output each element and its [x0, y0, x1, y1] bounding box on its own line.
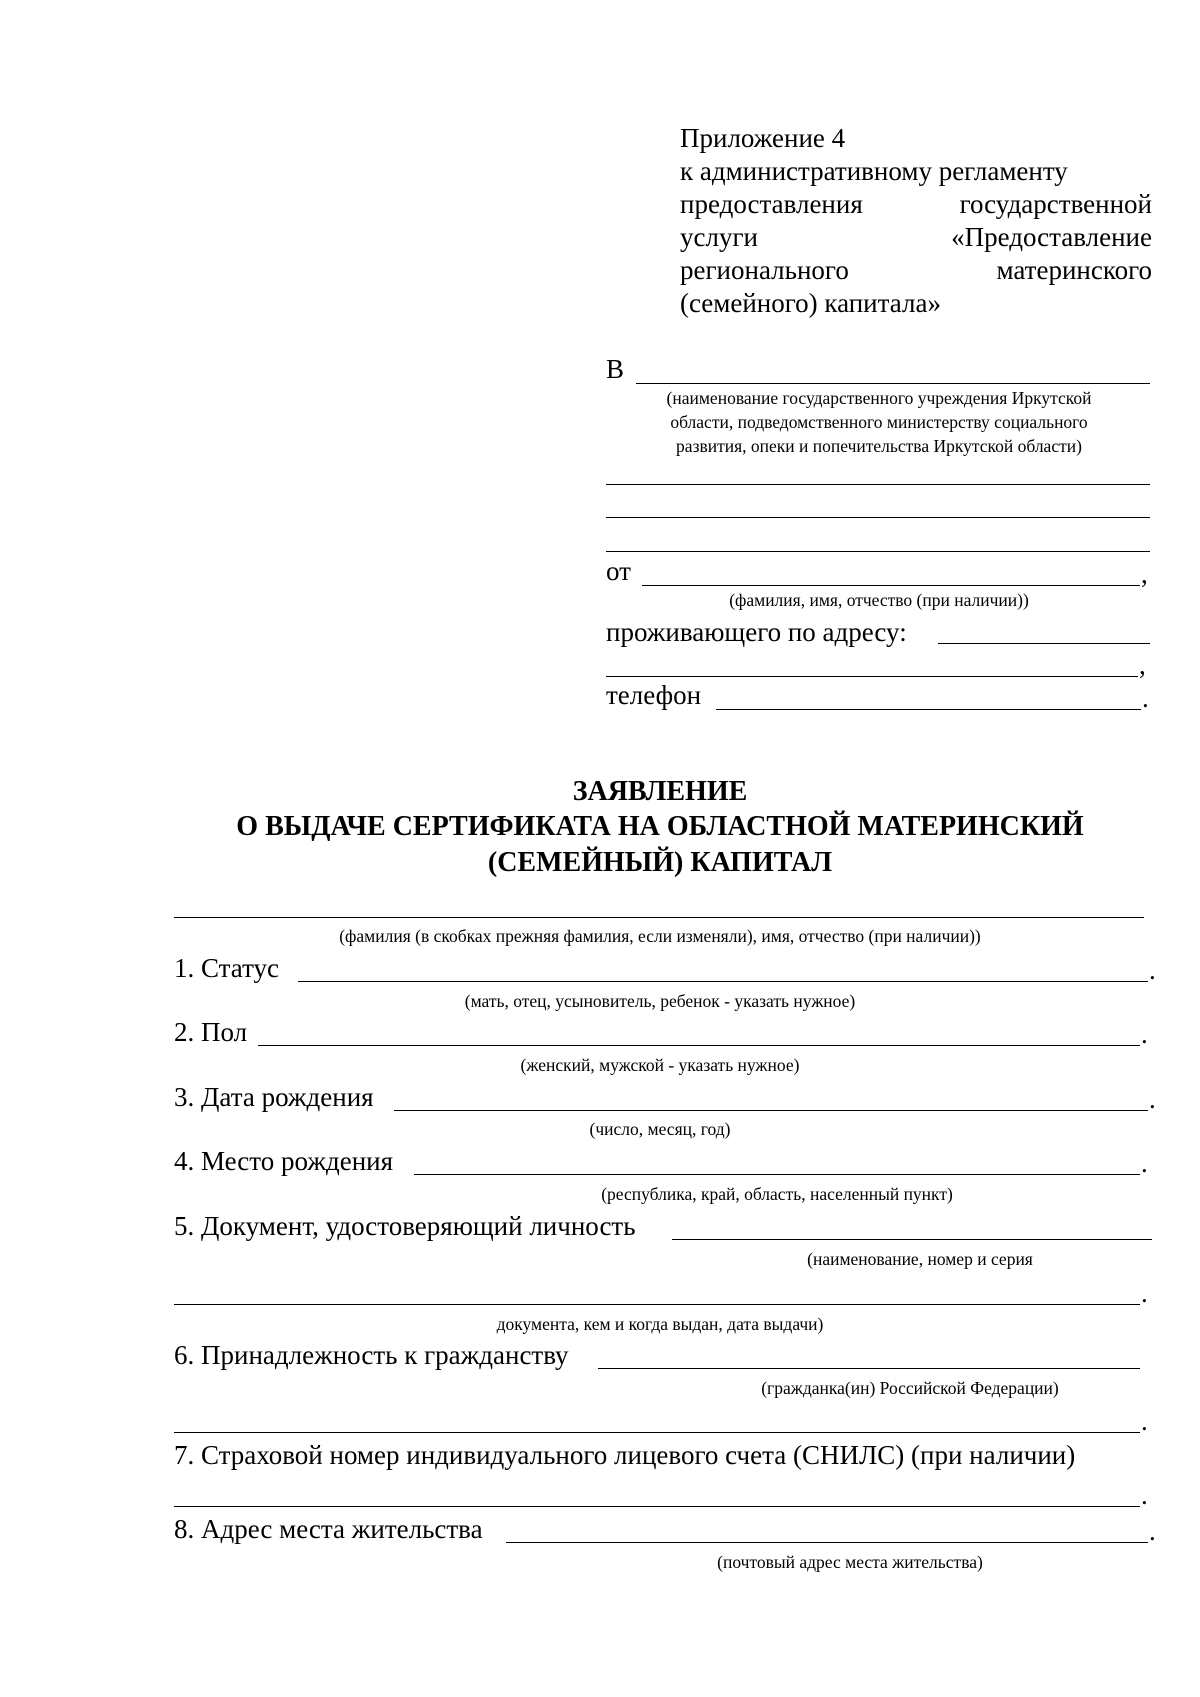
f6-hint: (гражданка(ин) Российской Федерации)	[761, 1378, 1059, 1398]
f6-period: .	[1141, 1406, 1148, 1436]
f6-label: 6. Принадлежность к гражданству	[174, 1340, 569, 1370]
f7-label: 7. Страховой номер индивидуального лицевого счета (СНИЛС) (при наличии)	[174, 1440, 1076, 1470]
f6-field-line-2[interactable]	[174, 1432, 1140, 1433]
phone-field[interactable]	[716, 709, 1141, 710]
f7-period: .	[1141, 1480, 1148, 1510]
f2-field[interactable]	[258, 1045, 1140, 1046]
f1-period: .	[1149, 955, 1156, 985]
title-line-2: О ВЫДАЧЕ СЕРТИФИКАТА НА ОБЛАСТНОЙ МАТЕРИНСКИЙ	[236, 811, 1084, 842]
f1-label: 1. Статус	[174, 953, 279, 983]
f5-label: 5. Документ, удостоверяющий личность	[174, 1211, 636, 1241]
f2-period: .	[1141, 1019, 1148, 1049]
f5-hint-1: (наименование, номер и серия	[807, 1249, 1033, 1269]
f8-hint: (почтовый адрес места жительства)	[717, 1552, 983, 1572]
annex-block	[680, 122, 1152, 320]
annex-line-3b: государственной	[959, 189, 1152, 219]
f2-label: 2. Пол	[174, 1017, 248, 1047]
to-hint-1: (наименование государственного учреждения Иркутской	[666, 388, 1092, 408]
f5-period: .	[1141, 1278, 1148, 1308]
to-field-line-4[interactable]	[606, 551, 1150, 552]
to-hint-2: области, подведомственного министерству социального	[670, 412, 1088, 432]
f1-hint: (мать, отец, усыновитель, ребенок - указать нужное)	[464, 991, 856, 1011]
annex-line-5a: регионального	[680, 255, 849, 285]
f3-hint: (число, месяц, год)	[589, 1119, 731, 1139]
annex-line-4a: услуги	[680, 222, 758, 252]
name-field[interactable]	[174, 917, 1144, 918]
address-comma: ,	[1139, 650, 1146, 680]
to-label: В	[606, 354, 625, 384]
title-line-1: ЗАЯВЛЕНИЕ	[572, 776, 748, 807]
f7-field[interactable]	[174, 1506, 1140, 1507]
f3-label: 3. Дата рождения	[174, 1082, 374, 1112]
to-hint-3: развития, опеки и попечительства Иркутской области)	[676, 436, 1082, 456]
annex-line-3	[680, 188, 1152, 221]
address-field[interactable]	[938, 643, 1150, 644]
from-label: от	[606, 556, 631, 586]
address-field-line-2[interactable]	[606, 676, 1138, 677]
f3-field[interactable]	[394, 1110, 1148, 1111]
from-hint: (фамилия, имя, отчество (при наличии))	[729, 590, 1029, 610]
to-field[interactable]	[636, 383, 1150, 384]
f5-field-line-2[interactable]	[174, 1304, 1140, 1305]
annex-line-6: (семейного) капитала»	[680, 288, 941, 318]
f4-field[interactable]	[414, 1174, 1140, 1175]
to-field-line-3[interactable]	[606, 517, 1150, 518]
to-field-line-2[interactable]	[606, 484, 1150, 485]
title-line-3: (СЕМЕЙНЫЙ) КАПИТАЛ	[487, 847, 833, 878]
f3-period: .	[1149, 1084, 1156, 1114]
phone-period: .	[1142, 683, 1149, 713]
f8-period: .	[1149, 1516, 1156, 1546]
f8-field[interactable]	[506, 1542, 1148, 1543]
phone-label: телефон	[606, 680, 702, 710]
f1-field[interactable]	[298, 981, 1148, 982]
f8-label: 8. Адрес места жительства	[174, 1514, 483, 1544]
from-comma: ,	[1141, 559, 1148, 589]
annex-line-2: к административному регламенту	[680, 156, 1068, 186]
f4-label: 4. Место рождения	[174, 1146, 394, 1176]
annex-line-3a: предоставления	[680, 189, 863, 219]
annex-line-5	[680, 254, 1152, 287]
f4-period: .	[1141, 1148, 1148, 1178]
f5-hint-2: документа, кем и когда выдан, дата выдачи)	[496, 1314, 824, 1334]
f2-hint: (женский, мужской - указать нужное)	[520, 1055, 800, 1075]
annex-line-4b: «Предоставление	[951, 222, 1152, 252]
annex-line-5b: материнского	[996, 255, 1152, 285]
address-label: проживающего по адресу:	[606, 617, 907, 647]
name-hint: (фамилия (в скобках прежняя фамилия, если изменяли), имя, отчество (при наличии))	[339, 926, 981, 946]
f6-field[interactable]	[598, 1368, 1140, 1369]
f5-field[interactable]	[672, 1239, 1152, 1240]
annex-line-1: Приложение 4	[680, 123, 846, 153]
f4-hint: (республика, край, область, населенный пункт)	[601, 1184, 953, 1204]
from-field[interactable]	[642, 585, 1140, 586]
annex-line-4	[680, 221, 1152, 254]
